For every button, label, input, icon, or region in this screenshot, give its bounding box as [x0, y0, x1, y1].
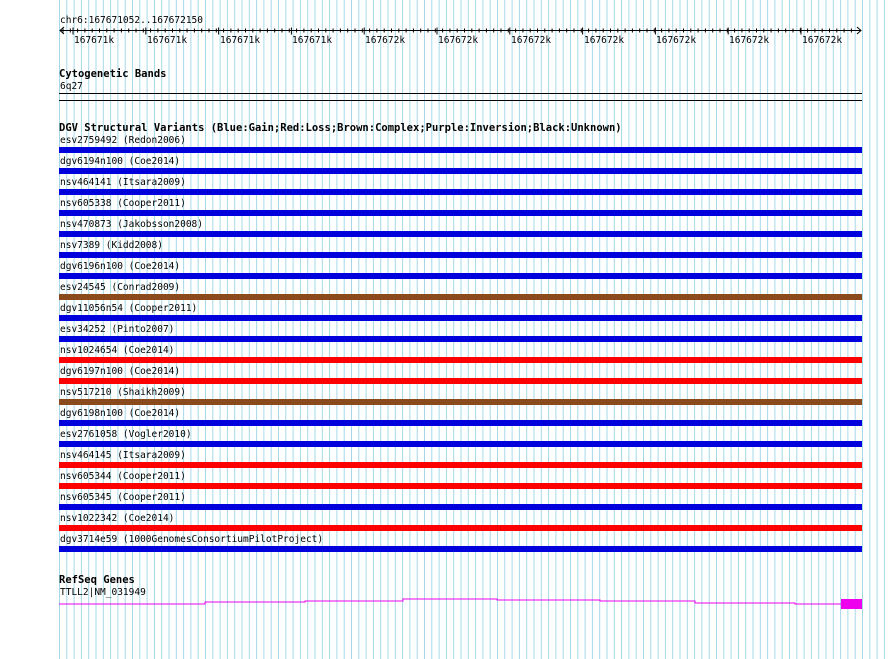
dgv-variant-label[interactable]: nsv605338 (Cooper2011) [60, 198, 186, 209]
dgv-variant-label[interactable]: nsv470873 (Jakobsson2008) [60, 219, 203, 230]
dgv-variant-label[interactable]: nsv605345 (Cooper2011) [60, 492, 186, 503]
dgv-variant-label[interactable]: dgv6197n100 (Coe2014) [60, 366, 181, 377]
ruler-tick-label: 167671k [147, 35, 188, 46]
dgv-variant-bar[interactable] [59, 273, 862, 279]
dgv-variant-bar[interactable] [59, 504, 862, 510]
dgv-variant-label[interactable]: esv34252 (Pinto2007) [60, 324, 175, 335]
cytoband-ideogram-line-bottom [59, 100, 862, 101]
ruler-tick-label: 167672k [511, 35, 552, 46]
dgv-variant-bar[interactable] [59, 525, 862, 531]
dgv-variant-bar[interactable] [59, 210, 862, 216]
dgv-variant-bar[interactable] [59, 483, 862, 489]
dgv-variant-bar[interactable] [59, 462, 862, 468]
dgv-variant-label[interactable]: dgv6196n100 (Coe2014) [60, 261, 181, 272]
ruler-tick-label: 167672k [802, 35, 843, 46]
dgv-variant-label[interactable]: nsv517210 (Shaikh2009) [60, 387, 186, 398]
dgv-variant-label[interactable]: nsv464141 (Itsara2009) [60, 177, 186, 188]
ruler-tick-label: 167672k [584, 35, 625, 46]
dgv-variant-label[interactable]: nsv464145 (Itsara2009) [60, 450, 186, 461]
cytoband-ideogram-line[interactable] [59, 93, 862, 94]
dgv-track-title[interactable]: DGV Structural Variants (Blue:Gain;Red:Loss;Brown:Complex;Purple:Inversion;Black:Unknown) [59, 122, 622, 134]
ruler-tick-label: 167671k [292, 35, 333, 46]
dgv-variant-bar[interactable] [59, 420, 862, 426]
dgv-variant-label[interactable]: dgv6194n100 (Coe2014) [60, 156, 181, 167]
dgv-variant-label[interactable]: dgv6198n100 (Coe2014) [60, 408, 181, 419]
dgv-variant-label[interactable]: esv2759492 (Redon2006) [60, 135, 186, 146]
ruler-tick-label: 167672k [438, 35, 479, 46]
dgv-variant-bar[interactable] [59, 315, 862, 321]
dgv-variant-bar[interactable] [59, 441, 862, 447]
dgv-variant-label[interactable]: esv24545 (Conrad2009) [60, 282, 181, 293]
refseq-gene-label[interactable]: TTLL2|NM_031949 [60, 587, 146, 598]
ruler-axis[interactable] [0, 0, 890, 60]
dgv-variant-label[interactable]: esv2761058 (Vogler2010) [60, 429, 192, 440]
ruler-tick-label: 167671k [74, 35, 115, 46]
dgv-variant-bar[interactable] [59, 189, 862, 195]
dgv-variant-bar[interactable] [59, 336, 862, 342]
dgv-variant-bar[interactable] [59, 357, 862, 363]
dgv-variant-bar[interactable] [59, 546, 862, 552]
ruler-tick-label: 167671k [220, 35, 261, 46]
location-label: chr6:167671052..167672150 [60, 15, 203, 26]
dgv-variant-label[interactable]: dgv11056n54 (Cooper2011) [60, 303, 198, 314]
dgv-variant-label[interactable]: nsv605344 (Cooper2011) [60, 471, 186, 482]
dgv-variant-bar[interactable] [59, 147, 862, 153]
dgv-variant-bar[interactable] [59, 231, 862, 237]
ruler-tick-label: 167672k [365, 35, 406, 46]
dgv-variant-label[interactable]: dgv3714e59 (1000GenomesConsortiumPilotProject) [60, 534, 324, 545]
dgv-variant-bar[interactable] [59, 294, 862, 300]
cytoband-track-title[interactable]: Cytogenetic Bands [59, 68, 167, 80]
dgv-variant-label[interactable]: nsv7389 (Kidd2008) [60, 240, 163, 251]
dgv-variant-label[interactable]: nsv1022342 (Coe2014) [60, 513, 175, 524]
dgv-variant-bar[interactable] [59, 378, 862, 384]
refseq-gene-model[interactable] [0, 590, 890, 615]
ruler-tick-label: 167672k [656, 35, 697, 46]
ruler-tick-label: 167672k [729, 35, 770, 46]
dgv-variant-bar[interactable] [59, 252, 862, 258]
dgv-variant-bar[interactable] [59, 399, 862, 405]
refseq-track-title[interactable]: RefSeq Genes [59, 574, 135, 586]
cytoband-label[interactable]: 6q27 [60, 81, 83, 92]
dgv-variant-label[interactable]: nsv1024654 (Coe2014) [60, 345, 175, 356]
dgv-variant-bar[interactable] [59, 168, 862, 174]
